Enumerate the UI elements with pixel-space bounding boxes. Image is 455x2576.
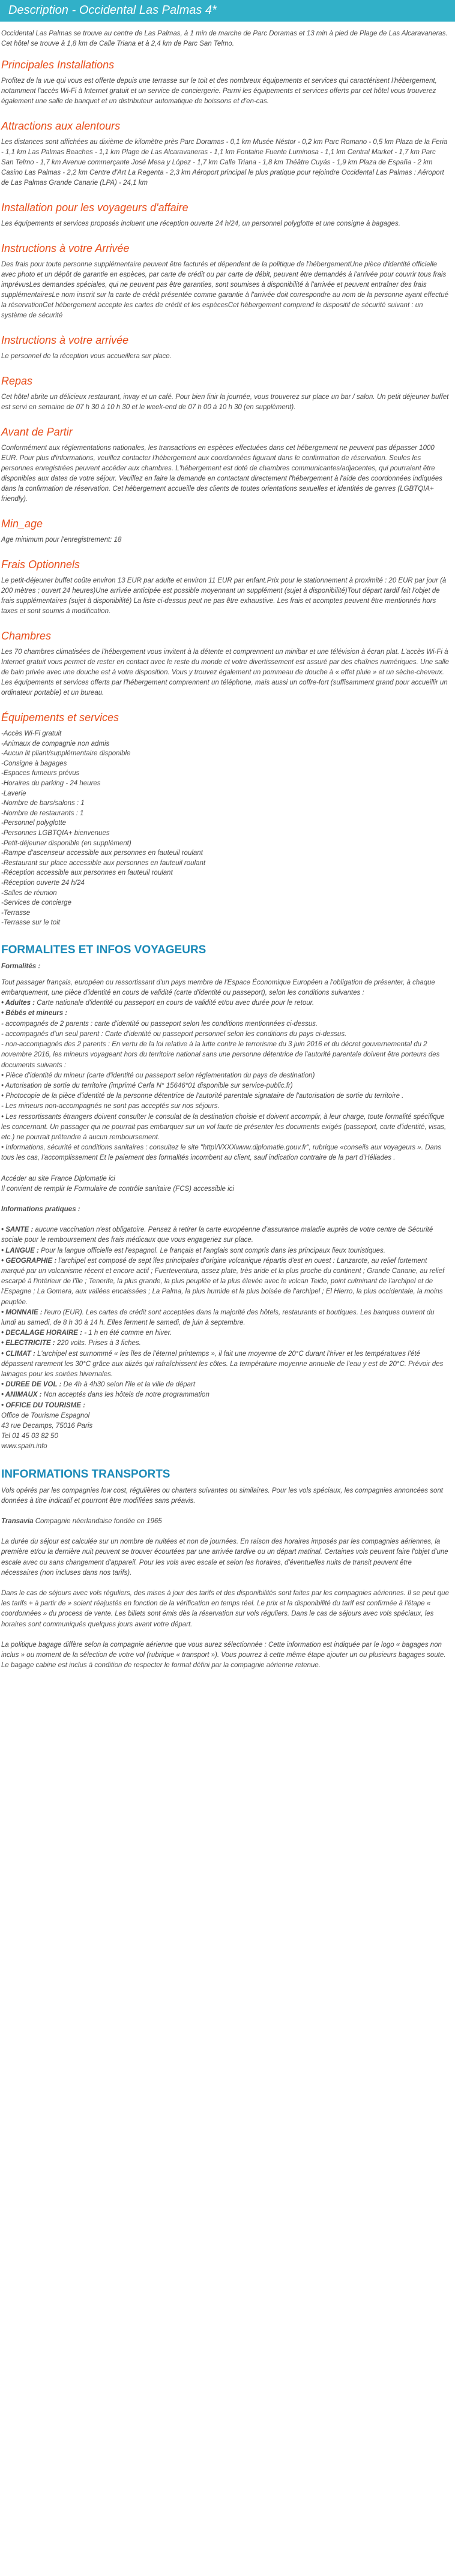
section-heading: Avant de Partir	[1, 426, 73, 438]
formalities-line: • CLIMAT : L'archipel est surnommé « les îles de l'éternel printemps », il fait une moyenne de 20°C durant l'hiver et les températures l'été dépassent rarement les 30°C grâce aux alizés qui rafraîchissent les côtes. La température moyenne annuelle de l'eau y est de 20°C. Prévoir des lainages pour les soirées hivernales.	[1, 1350, 444, 1378]
section-heading: Chambres	[1, 630, 52, 642]
key-term: • GEOGRAPHIE :	[1, 1257, 57, 1265]
intro-paragraph: Occidental Las Palmas se trouve au centre de Las Palmas, à 1 min de marche de Parc Doramas et 13 min à pied de Plage de Las Alcaravaneras. Cet hôtel se trouve à 1,8 km de Calle Triana et à 2,4 km de Parc San Telmo.	[1, 30, 448, 47]
section-paragraph: Les distances sont affichées au dixième de kilomètre près Parc Doramas - 0,1 km Musée Néstor - 0,2 km Parc Romano - 0,5 km Plaza de la Feria - 1,1 km Las Palmas Beaches - 1,1 km Plage de Las Alcaravaneras - 1,1 km Fontaine Fuente Luminosa - 1,1 km Central Market - 1,7 km Parc San Telmo - 1,7 km Avenue commerçante José Mesa y López - 1,7 km Calle Triana - 1,8 km Théâtre Cuyás - 1,9 km Plaza de España - 2 km Casino Las Palmas - 2,2 km Centre d'Art La Regenta - 2,3 km Aéroport principal le plus pratique pour rejoindre Occidental Las Palmas : Aéroport de Las Palmas Grande Canarie (LPA) - 24,1 km	[1, 139, 448, 187]
equipment-item: -Accès Wi-Fi gratuit	[1, 730, 62, 737]
section-heading: Principales Installations	[1, 59, 115, 71]
section-paragraph: Les équipements et services proposés incluent une réception ouverte 24 h/24, un personnel polyglotte et une consigne à bagages.	[1, 220, 400, 227]
formalities-line: • DUREE DE VOL : De 4h à 4h30 selon l'île et la ville de départ	[1, 1381, 196, 1389]
section-paragraph: Le petit-déjeuner buffet coûte environ 13 EUR par adulte et environ 11 EUR par enfant.Prix pour le stationnement à proximité : 20 EUR par jour (à 200 mètres ; ouvert 24 heures)Une arrivée anticipée est possible moyennant un supplément (sujet à disponibilité)Tout départ tardif fait l'objet de frais supplémentaires (sujet à disponibilité) La liste ci-dessus peut ne pas être exhaustive. Les frais et acomptes peuvent être mentionnés hors taxes et sont soumis à modification.	[1, 577, 447, 615]
formalities-line: • Pièce d'identité du mineur (carte d'identité ou passeport selon réglementation du pays de destination)	[1, 1071, 315, 1079]
sections	[1, 59, 449, 698]
formalities-line: • SANTE : aucune vaccination n'est obligatoire. Pensez à retirer la carte européenne d'assurance maladie auprès de votre centre de Sécurité sociale pour le remboursement des frais médicaux que vous engageriez sur place.	[1, 1226, 433, 1244]
equipment-item: -Personnel polyglotte	[1, 819, 67, 827]
section-paragraph: Les 70 chambres climatisées de l'hébergement vous invitent à la détente et comprennent un minibar et une télévision à écran plat. L'accès Wi-Fi à Internet gratuit vous permet de rester en contact avec le reste du monde et votre divertissement est assuré par des chaînes numériques. Une salle de bain privée avec une douche est à votre disposition. Vous y trouvez également un pommeau de douche à « effet pluie » et un sèche-cheveux. Les équipements et services offerts par l'hébergement comprennent un téléphone, mais aussi un coffre-fort (suffisamment grand pour accueillir un ordinateur portable) et un bureau.	[1, 648, 449, 696]
section-heading: Repas	[1, 375, 33, 387]
formalities-spacer	[1, 1164, 449, 1174]
section-heading: Instructions à votre arrivée	[1, 334, 129, 346]
section-heading: Frais Optionnels	[1, 559, 80, 571]
formalities-line: • ELECTRICITE : 220 volts. Prises à 3 fiches.	[1, 1340, 141, 1347]
formalities-line: • Les ressortissants étrangers doivent consulter le consulat de la destination choisie et doivent accomplir, à leur charge, toute formalité spécifique les concernant. Un passager qui ne pourrait pas embarquer sur un vol faute de présenter les documents exigés (passeport, carte d'identité, visas, etc.) ne pourrait prétendre à aucun remboursement.	[1, 1113, 447, 1141]
formalities-line	[1, 1205, 449, 1215]
formalities-line: • Informations, sécurité et conditions sanitaires : consultez le site "http\/\/XXXwww.diplomatie.gouv.fr", rubrique «conseils aux voyageurs ». Dans tous les cas, l'accomplissement Et le paiement des formalités incombent au client, sauf indication contraire de la part d'Héliades .	[1, 1144, 442, 1162]
key-term: • MONNAIE :	[1, 1308, 43, 1316]
equipment-item: -Restaurant sur place accessible aux personnes en fauteuil roulant	[1, 859, 206, 867]
transports-spacer	[1, 1578, 449, 1589]
equipment-item: -Espaces fumeurs prévus	[1, 770, 80, 777]
equipment-item: -Nombre de restaurants : 1	[1, 809, 84, 817]
formalities-subheading: Formalités :	[1, 962, 41, 970]
equipment-item: -Consigne à bagages	[1, 759, 67, 767]
transports-line: La politique bagage diffère selon la compagnie aérienne que vous aurez sélectionnée : Cette information est indiquée par le logo « bagages non inclus » ou moment de la sélection de votre vol (rubrique « transport »). Vous pourrez à cette même étape ajouter un ou plusieurs bagages soute. Le bagage cabine est inclus à condition de respecter le format défini par la compagnie aérienne retenue.	[1, 1641, 446, 1670]
formalities-spacer	[1, 1215, 449, 1225]
key-term: • DECALAGE HORAIRE :	[1, 1329, 83, 1337]
formalities-line: • MONNAIE : l'euro (EUR). Les cartes de crédit sont acceptées dans la majorité des hôtels, restaurants et boutiques. Les banques ouvrent du lundi au samedi, de 8 h 30 à 14 h. Elles ferment le samedi, de juin à septembre.	[1, 1308, 435, 1326]
formalities-line: • DECALAGE HORAIRE : - 1 h en été comme en hiver.	[1, 1329, 172, 1337]
formalities-block	[1, 978, 449, 1452]
formalities-line: 43 rue Decamps, 75016 Paris	[1, 1422, 93, 1430]
equipment-item: -Animaux de compagnie non admis	[1, 740, 110, 747]
key-term: Transavia	[1, 1518, 34, 1526]
section-paragraph: Le personnel de la réception vous accueillera sur place.	[1, 353, 172, 360]
section-paragraph: Age minimum pour l'enregistrement: 18	[1, 536, 122, 544]
transports-spacer	[1, 1630, 449, 1640]
formalities-line: • GEOGRAPHIE : l'archipel est composé de sept îles principales d'origine volcanique répartis d'est en ouest : Lanzarote, au relief fortement marqué par un volcanisme récent et encore actif ; Fuerteventura, assez plate, très aride et la plus proche du continent ; Grande Canarie, au relief escarpé à l'intérieur de l'île ; Tenerife, la plus grande, la plus peuplée et la plus élevée avec le volcan Teide, point culminant de l'archipel et de l'Espagne ; La Gomera, aux vallées encaissées ; La Palma, la plus humide et la plus boisée de l'archipel ; El Hierro, la plus occidentale, la moins peuplée.	[1, 1257, 445, 1306]
section-paragraph: Cet hôtel abrite un délicieux restaurant, invay et un café. Pour bien finir la journée, vous trouverez sur place un bar / salon. Un petit déjeuner buffet est servi en semaine de 07 h 30 à 10 h 30 et le week-end de 07 h 00 à 10 h 30 (en supplément).	[1, 394, 449, 411]
equipment-item: -Personnes LGBTQIA+ bienvenues	[1, 829, 110, 837]
page-title: Description - Occidental Las Palmas 4*	[0, 0, 455, 22]
key-term: • ELECTRICITE :	[1, 1340, 55, 1347]
formalities-line	[1, 1008, 449, 1019]
equipment-item: -Petit-déjeuner disponible (en supplément)	[1, 839, 131, 847]
formalities-line: • ANIMAUX : Non acceptés dans les hôtels de notre programmation	[1, 1391, 209, 1399]
transports-line: Transavia Compagnie néerlandaise fondée en 1965	[1, 1518, 162, 1526]
equipment-item: -Nombre de bars/salons : 1	[1, 800, 85, 807]
formalities-line	[1, 1401, 449, 1411]
transports-block	[1, 1486, 449, 1671]
formalities-spacer	[1, 1194, 449, 1205]
transports-spacer	[1, 1506, 449, 1517]
key-term: Informations pratiques :	[1, 1205, 80, 1213]
content	[0, 29, 449, 1671]
section-heading: Min_age	[1, 518, 43, 530]
equipment-item: -Services de concierge	[1, 899, 71, 907]
section-paragraph: Profitez de la vue qui vous est offerte depuis une terrasse sur le toit et des nombreux équipements et services qui caractérisent l'hébergement, notamment l'accès Wi-Fi à Internet gratuit et un service de conciergerie. Parmi les équipements et services offerts par cet hôtel vous trouverez également une salle de banquet et un distributeur automatique de boissons et d'en-cas.	[1, 77, 437, 105]
equipment-item: -Laverie	[1, 789, 26, 797]
equipment-heading: Équipements et services	[1, 711, 119, 723]
formalities-line: Tout passager français, européen ou ressortissant d'un pays membre de l'Espace Économique Européen a l'obligation de présenter, à chaque embarquement, une pièce d'identité en cours de validité (carte d'identité ou passeport), selon les conditions suivantes :	[1, 978, 435, 997]
formalities-line: - accompagnés de 2 parents : carte d'identité ou passeport selon les conditions mentionnées ci-dessus.	[1, 1020, 318, 1028]
key-term: • OFFICE DU TOURISME :	[1, 1401, 85, 1409]
key-term: • Adultes :	[1, 999, 35, 1007]
transports-line: Vols opérés par les compagnies low cost, régulières ou charters suivantes ou similaires. Pour les vols spéciaux, les compagnies annoncées sont données à titre indicatif et pourront être modifiées sans préavis.	[1, 1487, 443, 1505]
key-term: • LANGUE :	[1, 1247, 39, 1254]
equipment-item: -Horaires du parking - 24 heures	[1, 779, 101, 787]
formalities-line: - Les mineurs non-accompagnés ne sont pas acceptés sur nos séjours.	[1, 1103, 220, 1110]
formalities-line: Tel 01 45 03 82 50	[1, 1433, 58, 1440]
transports-spacer	[1, 1527, 449, 1537]
section-paragraph: Des frais pour toute personne supplémentaire peuvent être facturés et dépendent de la politique de l'hébergementUne pièce d'identité officielle avec photo et un dépôt de garantie en espèces, par carte de crédit ou par carte de débit, peuvent être demandés à l'arrivée pour couvrir tous frais imprévusLes demandes spéciales, qui ne peuvent pas être garanties, sont soumises à disponibilité à l'arrivée et peuvent entraîner des frais supplémentairesLe nom inscrit sur la carte de crédit présentée comme garantie à l'arrivée doit correspondre au nom de la personne ayant effectué la réservationCet hébergement accepte les cartes de crédit et les espècesCet hébergement comprend le dispositif de sécurité suivant : un système de sécurité	[1, 261, 448, 319]
formalities-line: www.spain.info	[1, 1443, 47, 1451]
section-heading: Attractions aux alentours	[1, 120, 121, 132]
formalities-line: • Adultes : Carte nationale d'identité ou passeport en cours de validité et/ou avec durée pour le retour.	[1, 999, 315, 1007]
formalities-line: - accompagnés d'un seul parent : Carte d'identité ou passeport personnel selon les conditions du pays ci-dessus.	[1, 1030, 347, 1038]
formalities-line: • LANGUE : Pour la langue officielle est l'espagnol. Le français et l'anglais sont compris dans les principaux lieux touristiques.	[1, 1247, 385, 1254]
equipment-item: -Réception ouverte 24 h/24	[1, 879, 85, 887]
transports-line: La durée du séjour est calculée sur un nombre de nuitées et non de journées. En raison des horaires imposés par les compagnies aériennes, la première et/ou la dernière nuit peuvent se trouver écourtées par une arrivée tardive ou un départ matinal. Certaines vols peuvent faire l'objet d'une escale avec ou sans changement d'appareil. Pour les vols avec escale et selon les horaires, d'éventuelles nuits de transit peuvent être nécessaires (non incluses dans nos tarifs).	[1, 1538, 448, 1577]
key-term: • Bébés et mineurs :	[1, 1010, 68, 1017]
formalities-line: - non-accompagnés des 2 parents : En vertu de la loi relative à la lutte contre le terrorisme du 3 juin 2016 et du décret gouvernemental du 2 novembre 2016, les mineurs voyageant hors du territoire national sans une personne détentrice de l'autorité parentale doivent être porteurs des documents suivants :	[1, 1041, 440, 1069]
key-term: • CLIMAT :	[1, 1350, 35, 1358]
formalities-line: • Autorisation de sortie du territoire (imprimé Cerfa N° 15646*01 disponible sur service-public.fr)	[1, 1082, 293, 1089]
key-term: • ANIMAUX :	[1, 1391, 42, 1399]
equipment-item: -Terrasse sur le toit	[1, 919, 60, 927]
formalities-line: • Photocopie de la pièce d'identité de la personne détentrice de l'autorité parentale signataire de l'autorisation de sortie du territoire .	[1, 1092, 404, 1100]
key-term: • DUREE DE VOL :	[1, 1381, 62, 1389]
key-term: • SANTE :	[1, 1226, 34, 1234]
equipment-item: -Salles de réunion	[1, 889, 57, 897]
section-heading: Installation pour les voyageurs d'affaire	[1, 202, 188, 214]
formalities-line: Accéder au site France Diplomatie ici	[1, 1175, 115, 1182]
transports-heading: INFORMATIONS TRANSPORTS	[1, 1467, 170, 1481]
formalities-line: Il convient de remplir le Formulaire de contrôle sanitaire (FCS) accessible ici	[1, 1185, 234, 1193]
section-heading: Instructions à votre Arrivée	[1, 242, 130, 254]
equipment-item: -Aucun lit pliant/supplémentaire disponible	[1, 750, 131, 758]
formalities-heading: FORMALITES ET INFOS VOYAGEURS	[1, 943, 206, 956]
equipment-item: -Rampe d'ascenseur accessible aux personnes en fauteuil roulant	[1, 849, 203, 857]
equipment-list	[1, 729, 449, 928]
equipment-item: -Terrasse	[1, 909, 31, 917]
section-paragraph: Conformément aux réglementations nationales, les transactions en espèces effectuées dans cet hébergement ne peuvent pas dépasser 1000 EUR. Pour plus d'informations, veuillez contacter l'hébergement aux coordonnées figurant dans le confirmation de réservation. Seules les personnes enregistrées peuvent accéder aux chambres. L'hébergement est doté de chambres communicantes/adjacentes, qui pourraient être disponibles aux dates de votre séjour. Veuillez en faire la demande en contactant directement l'hébergement à l'aide des coordonnées indiquées dans la confirmation de réservation. Cet hébergement accueille des clients de toutes orientations sexuelles et identités de genres (LGBTQIA+ friendly).	[1, 445, 442, 503]
equipment-item: -Réception accessible aux personnes en fauteuil roulant	[1, 869, 173, 877]
formalities-line: Office de Tourisme Espagnol	[1, 1412, 90, 1419]
transports-line: Dans le cas de séjours avec vols réguliers, des mises à jour des tarifs et des disponibilités sont faites par les compagnies aériennes. Il se peut que les tarifs + à partir de » soient réajustés en fonction de la vérification en temps réel. Le prix et la disponibilité du tarif est confirmée à l'étape « coordonnées » du process de vente. Les billets sont émis dès la réservation sur vols réguliers. Dans le cas de séjours avec vols spéciaux, les horaires sont communiqués quelques jours avant votre départ.	[1, 1590, 449, 1628]
